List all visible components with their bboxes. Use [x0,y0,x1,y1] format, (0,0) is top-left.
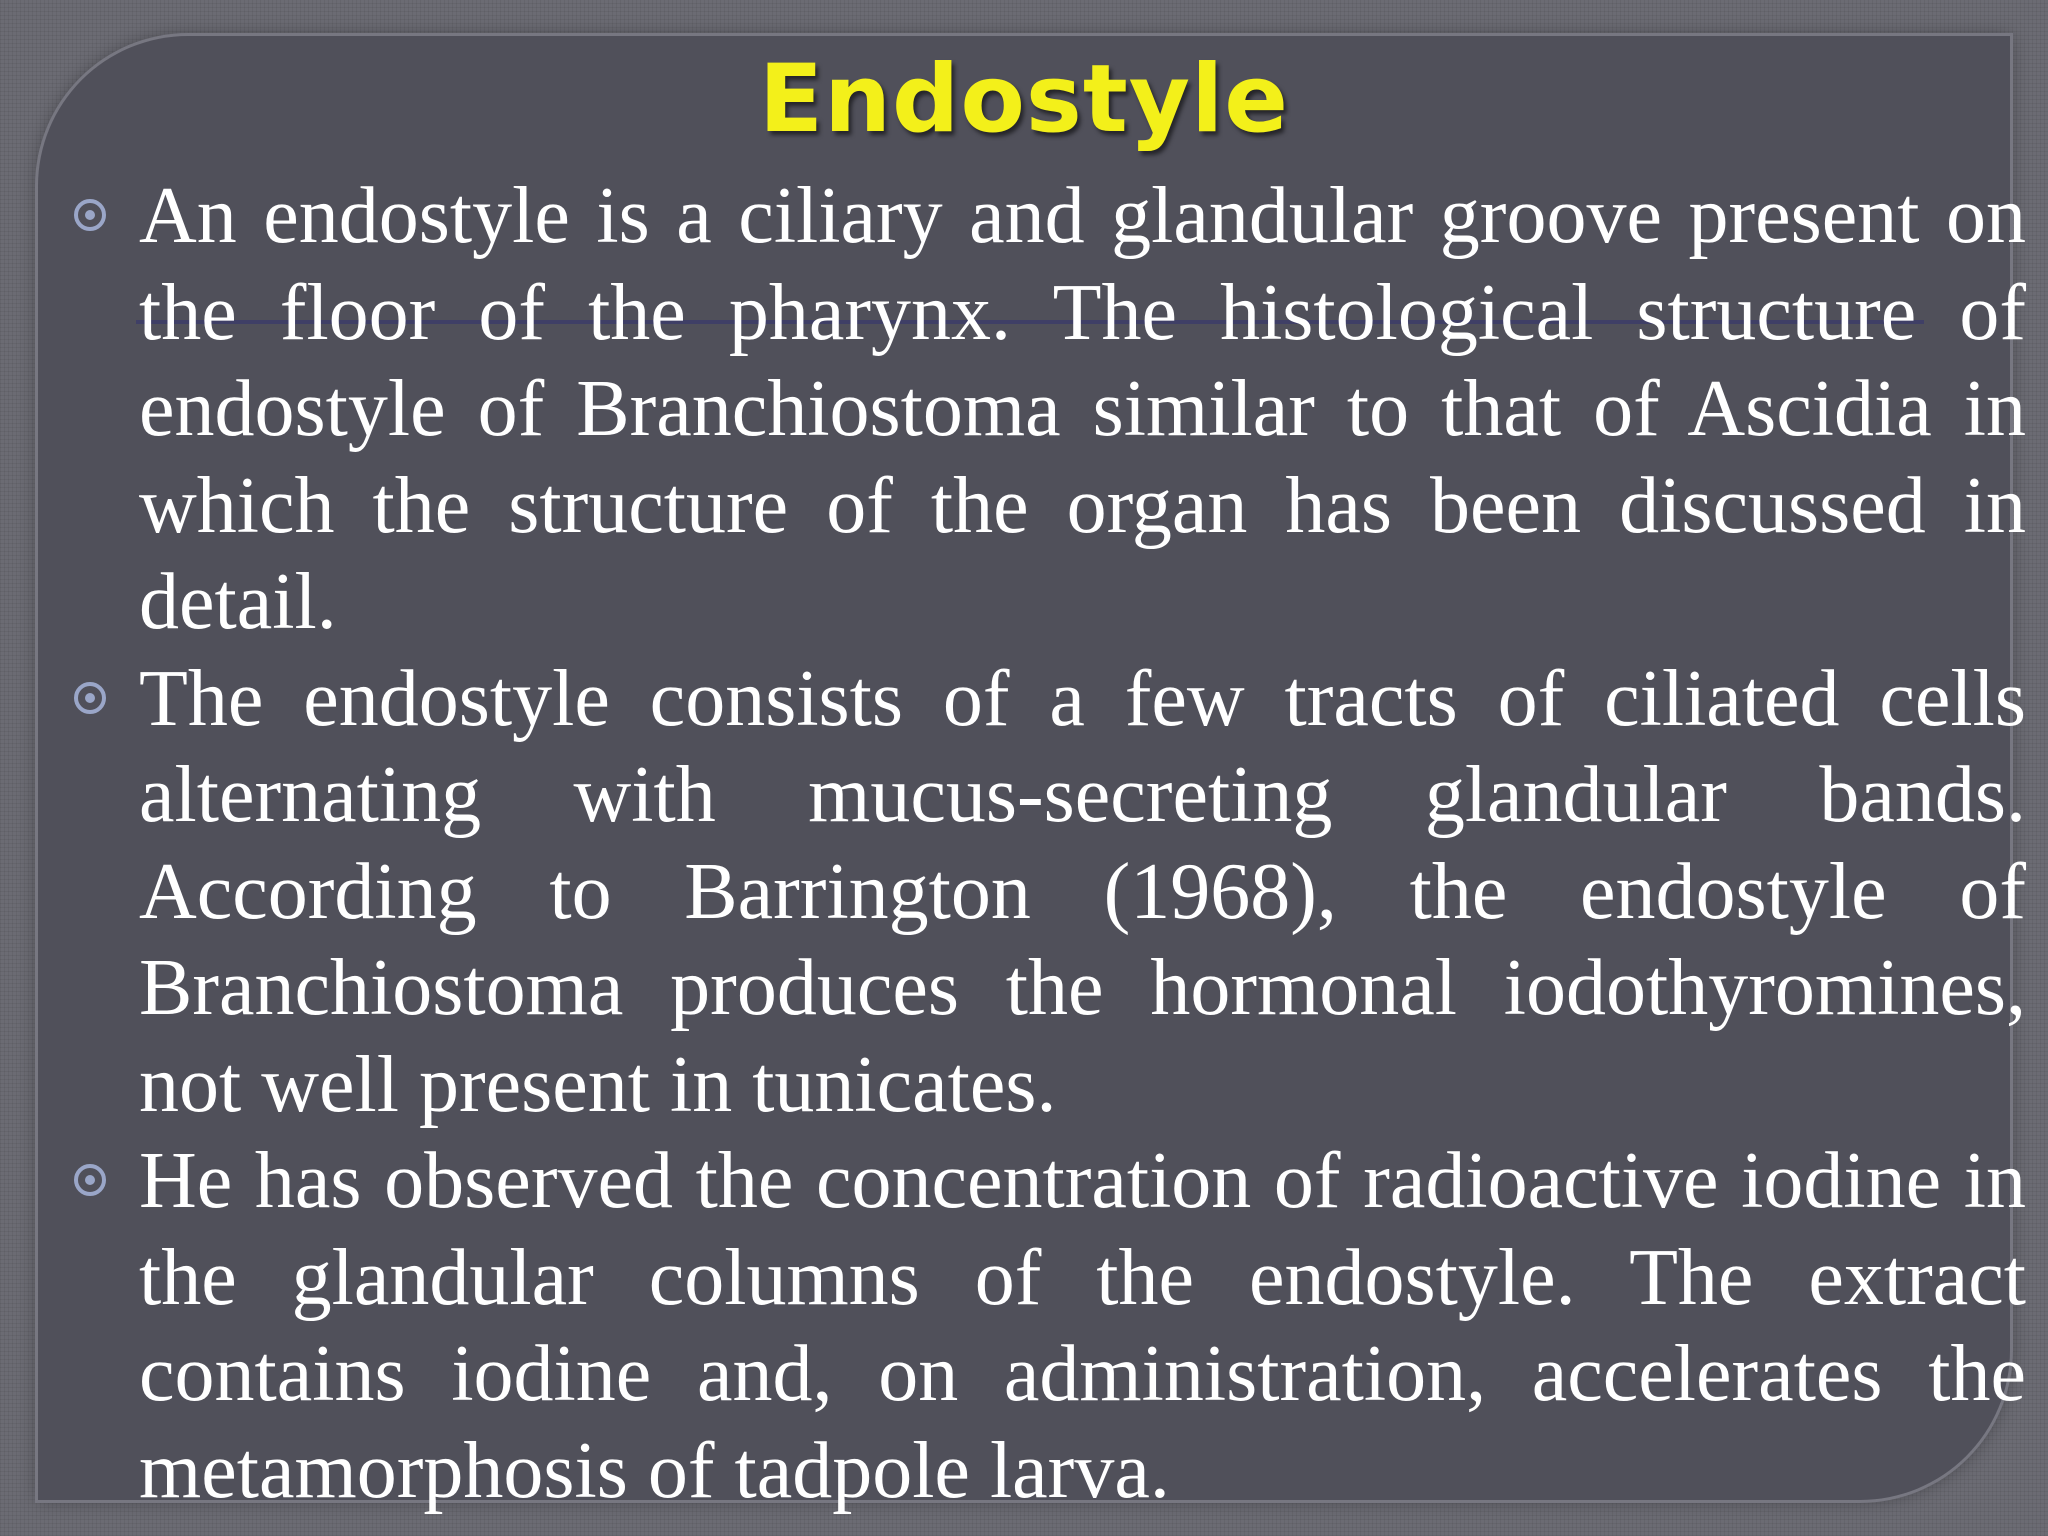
circle-bullet-icon [74,1164,106,1196]
bullet-text: An endostyle is a ciliary and glandular groove present on the floor of the pharynx. The histological structure of endostyle of Branchiostoma similar to that of Ascidia in which the structure of the organ has been discussed in detail. [139,172,2026,646]
bullet-list [70,168,2026,1519]
bullet-text: He has observed the concentration of radioactive iodine in the glandular columns of the endostyle. The extract contains iodine and, on administration, accelerates the metamorphosis of tadpole larva. [139,1137,2026,1515]
bullet-item [70,168,2026,651]
bullet-item [70,651,2026,1134]
slide-title: Endostyle [758,45,1290,154]
circle-bullet-icon [74,682,106,714]
bullet-item [70,1133,2026,1519]
bullet-text: The endostyle consists of a few tracts of ciliated cells alternating with mucus-secreting glandular bands. According to Barrington (1968), the endostyle of Branchiostoma produces the hormonal iodothyromines, not well present in tunicates. [139,654,2026,1129]
circle-bullet-icon [74,199,106,231]
